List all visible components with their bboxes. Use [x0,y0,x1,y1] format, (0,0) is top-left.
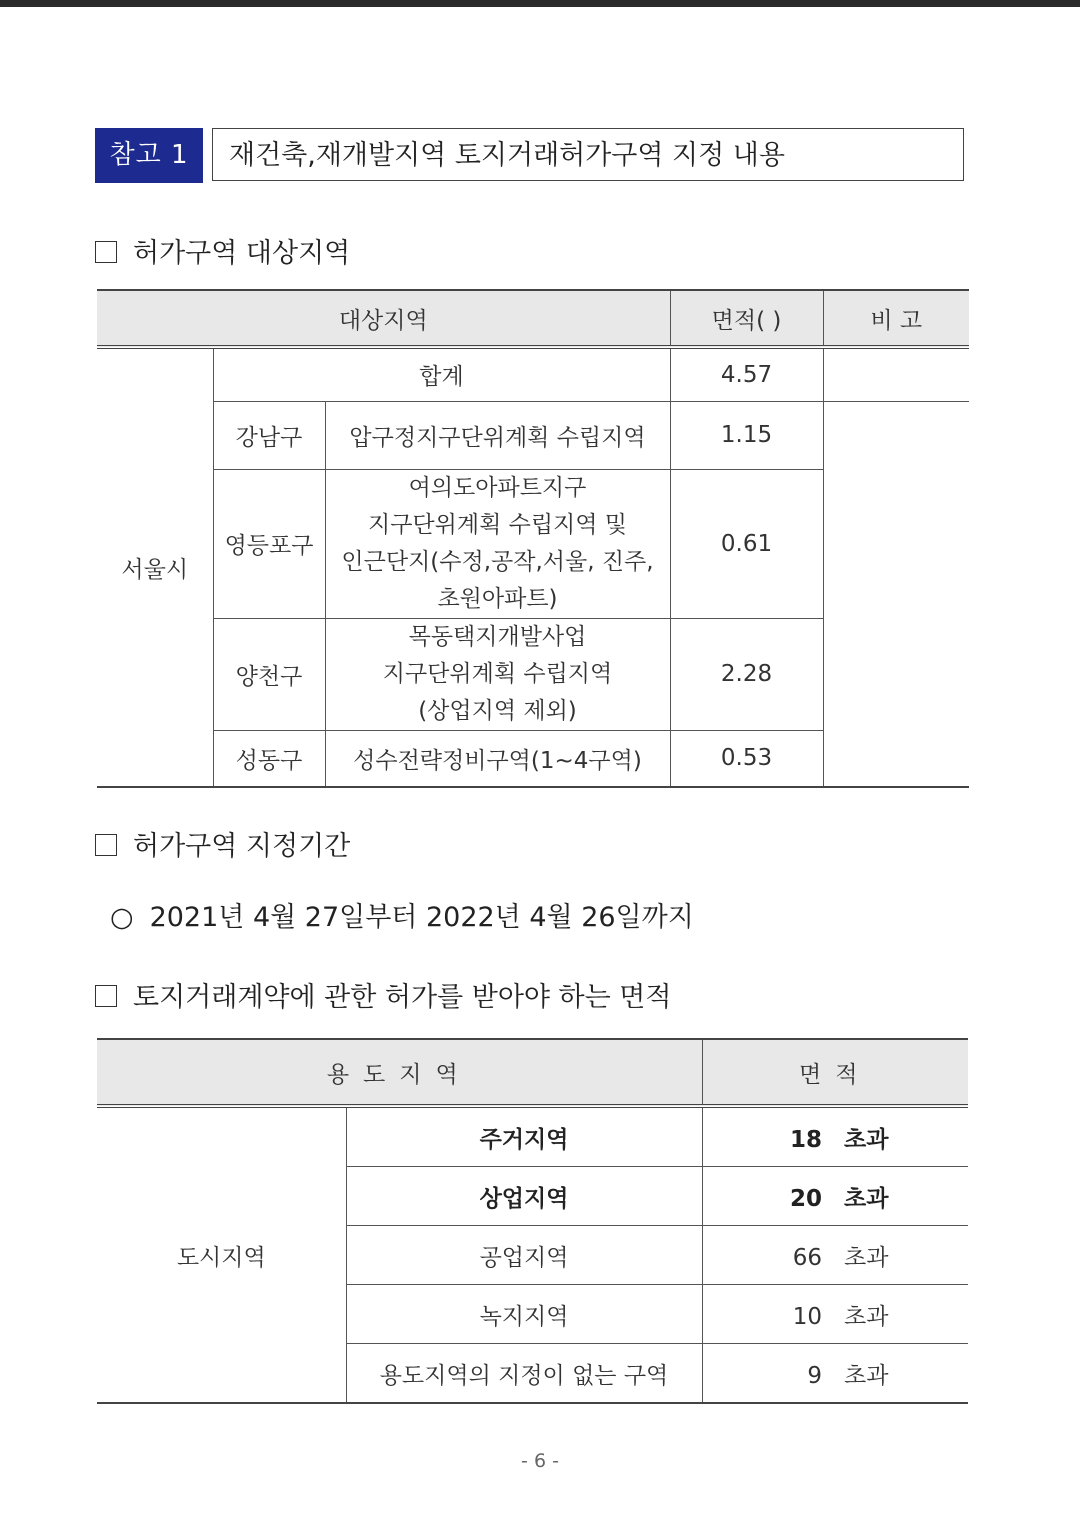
size-unit: 초과 [844,1126,889,1153]
area-line: 인근단지(수정,공작,서울, 진주, [341,548,654,575]
period-line [110,895,694,934]
total-area: 4.57 [670,347,823,401]
district-cell: 영등포구 [213,469,325,618]
size-cell [702,1285,968,1344]
zone-cell: 용도지역의 지정이 없는 구역 [346,1344,702,1404]
section-title: 허가구역 지정기간 [133,831,351,862]
district-cell: 강남구 [213,401,325,469]
table-header-row [97,1039,968,1106]
table-header-row [97,290,969,347]
section-designation-period [95,824,350,863]
checkbox-icon [95,834,117,856]
section-title: 토지거래계약에 관한 허가를 받아야 하는 면적 [133,982,672,1013]
size-unit: 초과 [844,1303,889,1330]
page-number: - 6 - [521,1450,559,1472]
header-remarks: 비 고 [823,290,969,347]
size-cell [702,1226,968,1285]
checkbox-icon [95,985,117,1007]
area-name-cell [325,618,670,730]
size-cell [702,1344,968,1404]
header-area: 면적( ) [670,290,823,347]
size-unit: 초과 [844,1362,889,1389]
section-permit-area [95,975,671,1014]
size-value: 9 [807,1362,823,1389]
target-areas-table [97,289,969,788]
district-cell: 양천구 [213,618,325,730]
size-value: 66 [792,1244,823,1271]
area-line: (상업지역 제외) [418,697,577,724]
size-cell [702,1106,968,1167]
table-row [97,1106,968,1167]
header-target-area: 대상지역 [97,290,670,347]
section-title: 허가구역 대상지역 [133,238,351,269]
group-cell: 도시지역 [97,1106,346,1403]
reference-header [95,128,966,183]
size-unit: 초과 [844,1185,889,1212]
size-cell: 1.15 [670,401,823,469]
size-cell: 0.53 [670,730,823,787]
remarks-cell-merged [823,401,969,787]
reference-label: 참고 1 [95,128,203,183]
total-label: 합계 [213,347,670,401]
district-cell: 성동구 [213,730,325,787]
size-value: 18 [790,1126,823,1153]
checkbox-icon [95,241,117,263]
size-value: 20 [790,1185,823,1212]
remarks-cell [823,347,969,401]
header-zone: 용도지역 [97,1039,702,1106]
zone-cell: 녹지지역 [346,1285,702,1344]
area-name-cell [325,469,670,618]
size-unit: 초과 [844,1244,889,1271]
size-cell: 2.28 [670,618,823,730]
area-line: 목동택지개발사업 [408,623,587,650]
area-line: 초원아파트) [437,585,558,612]
period-text: 2021년 4월 27일부터 2022년 4월 26일까지 [149,902,694,933]
table-row [97,401,969,469]
header-size: 면적 [702,1039,968,1106]
table-row-total [97,347,969,401]
zone-cell: 상업지역 [346,1167,702,1226]
reference-title: 재건축,재개발지역 토지거래허가구역 지정 내용 [212,128,964,181]
area-name-cell: 압구정지구단위계획 수립지역 [325,401,670,469]
size-cell: 0.61 [670,469,823,618]
area-line: 여의도아파트지구 [408,474,587,501]
circle-bullet-icon: ○ [110,902,134,933]
size-value: 10 [792,1303,823,1330]
area-line: 지구단위계획 수립지역 [382,660,613,687]
city-cell: 서울시 [97,347,213,787]
zone-cell: 공업지역 [346,1226,702,1285]
section-target-areas [95,231,350,270]
zone-cell: 주거지역 [346,1106,702,1167]
area-name-cell: 성수전략정비구역(1~4구역) [325,730,670,787]
area-line: 지구단위계획 수립지역 및 [367,511,628,538]
permit-area-table [97,1038,968,1404]
size-cell [702,1167,968,1226]
top-bar [0,0,1080,7]
